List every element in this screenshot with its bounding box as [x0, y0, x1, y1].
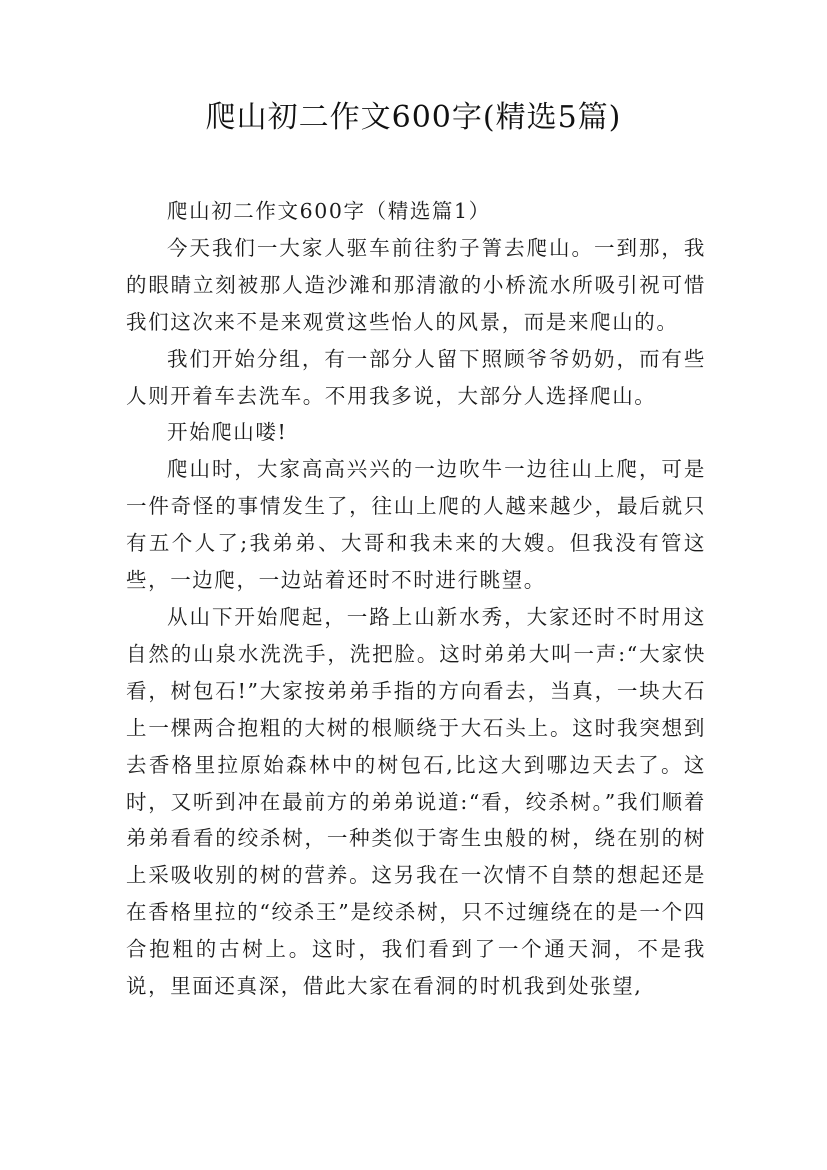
paragraph: 从山下开始爬起，一路上山新水秀，大家还时不时用这自然的山泉水洗洗手，洗把脸。这时弟弟大叫一声:“大家快看，树包石!”大家按弟弟手指的方向看去，当真，一块大石上一棵两合抱粗的大树的根顺绕于大石头上。这时我突想到去香格里拉原始森林中的树包石,比这大到哪边天去了。这时，又听到冲在最前方的弟弟说道:“看，绞杀树。”我们顺着弟弟看看的绞杀树，一种类似于寄生虫般的树，绕在别的树上采吸收别的树的营养。这另我在一次情不自禁的想起还是在香格里拉的“绞杀王”是绞杀树，只不过缠绕在的是一个四合抱粗的古树上。这时，我们看到了一个通天洞，不是我说，里面还真深，借此大家在看洞的时机我到处张望,	[126, 604, 706, 999]
paragraph: 爬山时，大家高高兴兴的一边吹牛一边往山上爬，可是一件奇怪的事情发生了，往山上爬的人越来越少，最后就只有五个人了;我弟弟、大哥和我未来的大嫂。但我没有管这些，一边爬，一边站着还时不时进行眺望。	[126, 457, 706, 593]
paragraph: 我们开始分组，有一部分人留下照顾爷爷奶奶，而有些人则开着车去洗车。不用我多说，大部分人选择爬山。	[126, 346, 706, 408]
paragraph: 开始爬山喽!	[167, 420, 288, 445]
paragraph: 今天我们一大家人驱车前往豹子箐去爬山。一到那，我的眼睛立刻被那人造沙滩和那清澈的小桥流水所吸引祝可惜我们这次来不是来观赏这些怡人的风景，而是来爬山的。	[126, 235, 706, 334]
section-heading: 爬山初二作文600字（精选篇1）	[167, 199, 491, 223]
document-body	[126, 193, 706, 1005]
document-title: 爬山初二作文600字(精选5篇)	[205, 100, 622, 135]
